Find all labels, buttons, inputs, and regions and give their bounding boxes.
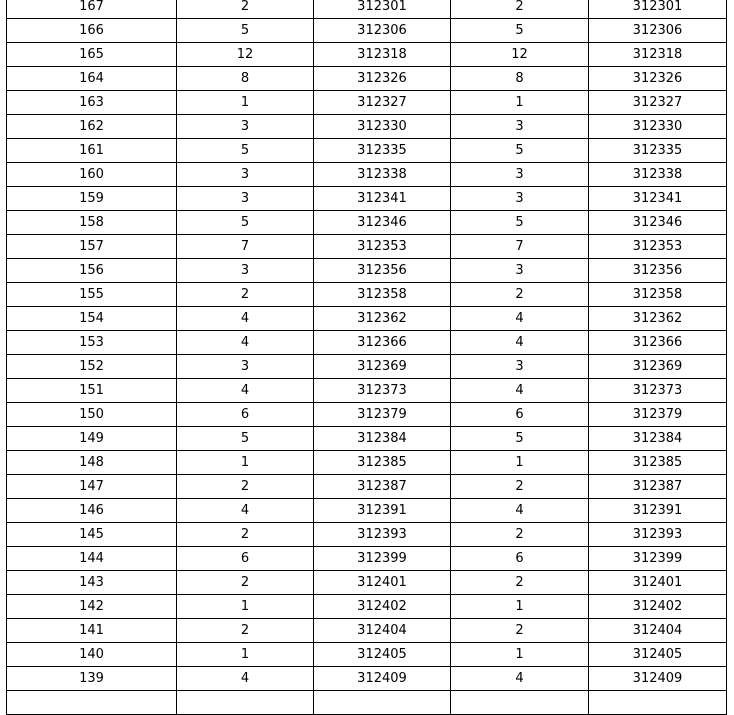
count-cell: 1 bbox=[177, 643, 314, 667]
cumulative-cell: 312404 bbox=[314, 619, 451, 643]
score-cell: 165 bbox=[7, 43, 177, 67]
cumulative-cell: 312358 bbox=[314, 283, 451, 307]
count-cell-2: 6 bbox=[451, 547, 589, 571]
count-cell: 4 bbox=[177, 331, 314, 355]
table-row bbox=[7, 235, 727, 259]
count-cell-2: 2 bbox=[451, 571, 589, 595]
cumulative-cell: 312373 bbox=[314, 379, 451, 403]
cumulative-cell-2: 312335 bbox=[589, 139, 727, 163]
table-row bbox=[7, 0, 727, 19]
table-row bbox=[7, 547, 727, 571]
table-row bbox=[7, 211, 727, 235]
count-cell: 3 bbox=[177, 187, 314, 211]
table-row bbox=[7, 139, 727, 163]
score-table-container bbox=[6, 0, 726, 715]
count-cell: 3 bbox=[177, 115, 314, 139]
table-row bbox=[7, 43, 727, 67]
cumulative-cell: 312301 bbox=[314, 0, 451, 19]
count-cell-2: 1 bbox=[451, 91, 589, 115]
score-cell: 142 bbox=[7, 595, 177, 619]
score-cell: 162 bbox=[7, 115, 177, 139]
cumulative-cell-2: 312379 bbox=[589, 403, 727, 427]
cumulative-cell-2: 312356 bbox=[589, 259, 727, 283]
table-row bbox=[7, 451, 727, 475]
count-cell-2: 12 bbox=[451, 43, 589, 67]
score-cell: 145 bbox=[7, 523, 177, 547]
table-row bbox=[7, 19, 727, 43]
table-row bbox=[7, 331, 727, 355]
count-cell-2: 2 bbox=[451, 283, 589, 307]
count-cell-2: 4 bbox=[451, 331, 589, 355]
cumulative-cell: 312399 bbox=[314, 547, 451, 571]
score-cell: 140 bbox=[7, 643, 177, 667]
cumulative-cell: 312306 bbox=[314, 19, 451, 43]
table-row bbox=[7, 595, 727, 619]
cumulative-cell-2: 312353 bbox=[589, 235, 727, 259]
cumulative-cell-2: 312338 bbox=[589, 163, 727, 187]
count-cell bbox=[177, 691, 314, 715]
cumulative-cell: 312391 bbox=[314, 499, 451, 523]
cumulative-cell: 312330 bbox=[314, 115, 451, 139]
score-cell: 151 bbox=[7, 379, 177, 403]
cumulative-cell: 312393 bbox=[314, 523, 451, 547]
count-cell: 4 bbox=[177, 667, 314, 691]
count-cell: 3 bbox=[177, 355, 314, 379]
count-cell-2: 1 bbox=[451, 451, 589, 475]
cumulative-cell-2: 312393 bbox=[589, 523, 727, 547]
count-cell-2: 4 bbox=[451, 379, 589, 403]
count-cell-2: 5 bbox=[451, 139, 589, 163]
count-cell: 3 bbox=[177, 163, 314, 187]
count-cell: 2 bbox=[177, 0, 314, 19]
score-cell: 159 bbox=[7, 187, 177, 211]
score-cell: 164 bbox=[7, 67, 177, 91]
count-cell: 2 bbox=[177, 475, 314, 499]
cumulative-cell-2: 312391 bbox=[589, 499, 727, 523]
count-cell: 2 bbox=[177, 619, 314, 643]
cumulative-cell-2: 312387 bbox=[589, 475, 727, 499]
count-cell-2: 2 bbox=[451, 0, 589, 19]
count-cell-2: 2 bbox=[451, 619, 589, 643]
count-cell: 2 bbox=[177, 523, 314, 547]
score-cell: 158 bbox=[7, 211, 177, 235]
table-row bbox=[7, 523, 727, 547]
count-cell-2: 7 bbox=[451, 235, 589, 259]
count-cell-2: 1 bbox=[451, 595, 589, 619]
table-row bbox=[7, 475, 727, 499]
cumulative-cell-2: 312369 bbox=[589, 355, 727, 379]
cumulative-cell: 312401 bbox=[314, 571, 451, 595]
table-row bbox=[7, 259, 727, 283]
table-row bbox=[7, 427, 727, 451]
score-cell: 160 bbox=[7, 163, 177, 187]
table-row bbox=[7, 619, 727, 643]
count-cell-2: 3 bbox=[451, 355, 589, 379]
table-body bbox=[7, 0, 727, 715]
cumulative-cell-2 bbox=[589, 691, 727, 715]
count-cell-2 bbox=[451, 691, 589, 715]
count-cell-2: 3 bbox=[451, 115, 589, 139]
count-cell-2: 4 bbox=[451, 499, 589, 523]
score-cell: 149 bbox=[7, 427, 177, 451]
score-cell: 153 bbox=[7, 331, 177, 355]
cumulative-cell-2: 312402 bbox=[589, 595, 727, 619]
score-cell: 139 bbox=[7, 667, 177, 691]
count-cell: 5 bbox=[177, 139, 314, 163]
table-row bbox=[7, 379, 727, 403]
count-cell: 5 bbox=[177, 19, 314, 43]
cumulative-cell: 312346 bbox=[314, 211, 451, 235]
count-cell: 7 bbox=[177, 235, 314, 259]
count-cell: 6 bbox=[177, 403, 314, 427]
count-cell: 1 bbox=[177, 451, 314, 475]
score-cell: 148 bbox=[7, 451, 177, 475]
cumulative-cell-2: 312306 bbox=[589, 19, 727, 43]
cumulative-cell-2: 312404 bbox=[589, 619, 727, 643]
score-cell: 147 bbox=[7, 475, 177, 499]
score-table bbox=[6, 0, 727, 715]
count-cell-2: 4 bbox=[451, 307, 589, 331]
table-row bbox=[7, 571, 727, 595]
cumulative-cell-2: 312346 bbox=[589, 211, 727, 235]
count-cell: 2 bbox=[177, 283, 314, 307]
score-cell: 144 bbox=[7, 547, 177, 571]
cumulative-cell-2: 312327 bbox=[589, 91, 727, 115]
count-cell: 4 bbox=[177, 499, 314, 523]
score-cell: 141 bbox=[7, 619, 177, 643]
cumulative-cell-2: 312330 bbox=[589, 115, 727, 139]
table-row bbox=[7, 667, 727, 691]
table-row bbox=[7, 499, 727, 523]
count-cell: 5 bbox=[177, 427, 314, 451]
cumulative-cell: 312326 bbox=[314, 67, 451, 91]
count-cell-2: 3 bbox=[451, 163, 589, 187]
count-cell: 8 bbox=[177, 67, 314, 91]
cumulative-cell-2: 312401 bbox=[589, 571, 727, 595]
cumulative-cell: 312385 bbox=[314, 451, 451, 475]
table-row bbox=[7, 643, 727, 667]
cumulative-cell bbox=[314, 691, 451, 715]
cumulative-cell: 312379 bbox=[314, 403, 451, 427]
score-cell: 150 bbox=[7, 403, 177, 427]
cumulative-cell: 312362 bbox=[314, 307, 451, 331]
score-cell: 154 bbox=[7, 307, 177, 331]
cumulative-cell: 312409 bbox=[314, 667, 451, 691]
cumulative-cell: 312335 bbox=[314, 139, 451, 163]
cumulative-cell: 312318 bbox=[314, 43, 451, 67]
score-cell: 155 bbox=[7, 283, 177, 307]
count-cell-2: 3 bbox=[451, 259, 589, 283]
cumulative-cell-2: 312366 bbox=[589, 331, 727, 355]
cumulative-cell: 312366 bbox=[314, 331, 451, 355]
cumulative-cell-2: 312362 bbox=[589, 307, 727, 331]
count-cell: 2 bbox=[177, 571, 314, 595]
table-row bbox=[7, 163, 727, 187]
score-cell: 163 bbox=[7, 91, 177, 115]
cumulative-cell: 312405 bbox=[314, 643, 451, 667]
score-cell: 156 bbox=[7, 259, 177, 283]
score-cell: 167 bbox=[7, 0, 177, 19]
count-cell-2: 3 bbox=[451, 187, 589, 211]
cumulative-cell: 312341 bbox=[314, 187, 451, 211]
cumulative-cell-2: 312409 bbox=[589, 667, 727, 691]
cumulative-cell: 312356 bbox=[314, 259, 451, 283]
count-cell-2: 1 bbox=[451, 643, 589, 667]
cumulative-cell: 312327 bbox=[314, 91, 451, 115]
cumulative-cell-2: 312318 bbox=[589, 43, 727, 67]
count-cell-2: 6 bbox=[451, 403, 589, 427]
cumulative-cell: 312338 bbox=[314, 163, 451, 187]
score-cell: 157 bbox=[7, 235, 177, 259]
cumulative-cell: 312369 bbox=[314, 355, 451, 379]
score-cell: 146 bbox=[7, 499, 177, 523]
cumulative-cell-2: 312399 bbox=[589, 547, 727, 571]
cumulative-cell-2: 312405 bbox=[589, 643, 727, 667]
table-row bbox=[7, 67, 727, 91]
cumulative-cell-2: 312326 bbox=[589, 67, 727, 91]
cumulative-cell: 312353 bbox=[314, 235, 451, 259]
count-cell: 12 bbox=[177, 43, 314, 67]
count-cell: 1 bbox=[177, 91, 314, 115]
cumulative-cell-2: 312341 bbox=[589, 187, 727, 211]
table-row bbox=[7, 115, 727, 139]
cumulative-cell: 312384 bbox=[314, 427, 451, 451]
count-cell-2: 8 bbox=[451, 67, 589, 91]
cumulative-cell: 312387 bbox=[314, 475, 451, 499]
count-cell-2: 2 bbox=[451, 523, 589, 547]
cumulative-cell-2: 312301 bbox=[589, 0, 727, 19]
table-row bbox=[7, 307, 727, 331]
score-cell: 161 bbox=[7, 139, 177, 163]
table-row bbox=[7, 91, 727, 115]
count-cell-2: 5 bbox=[451, 19, 589, 43]
count-cell: 3 bbox=[177, 259, 314, 283]
count-cell-2: 5 bbox=[451, 427, 589, 451]
count-cell-2: 4 bbox=[451, 667, 589, 691]
cumulative-cell: 312402 bbox=[314, 595, 451, 619]
table-row bbox=[7, 187, 727, 211]
count-cell-2: 5 bbox=[451, 211, 589, 235]
count-cell: 6 bbox=[177, 547, 314, 571]
count-cell: 1 bbox=[177, 595, 314, 619]
cumulative-cell-2: 312385 bbox=[589, 451, 727, 475]
cumulative-cell-2: 312373 bbox=[589, 379, 727, 403]
score-cell: 166 bbox=[7, 19, 177, 43]
count-cell: 4 bbox=[177, 379, 314, 403]
count-cell: 5 bbox=[177, 211, 314, 235]
cumulative-cell-2: 312384 bbox=[589, 427, 727, 451]
cumulative-cell-2: 312358 bbox=[589, 283, 727, 307]
count-cell-2: 2 bbox=[451, 475, 589, 499]
count-cell: 4 bbox=[177, 307, 314, 331]
score-cell: 152 bbox=[7, 355, 177, 379]
table-row bbox=[7, 355, 727, 379]
score-cell bbox=[7, 691, 177, 715]
table-row bbox=[7, 691, 727, 715]
score-cell: 143 bbox=[7, 571, 177, 595]
table-row bbox=[7, 403, 727, 427]
table-row bbox=[7, 283, 727, 307]
